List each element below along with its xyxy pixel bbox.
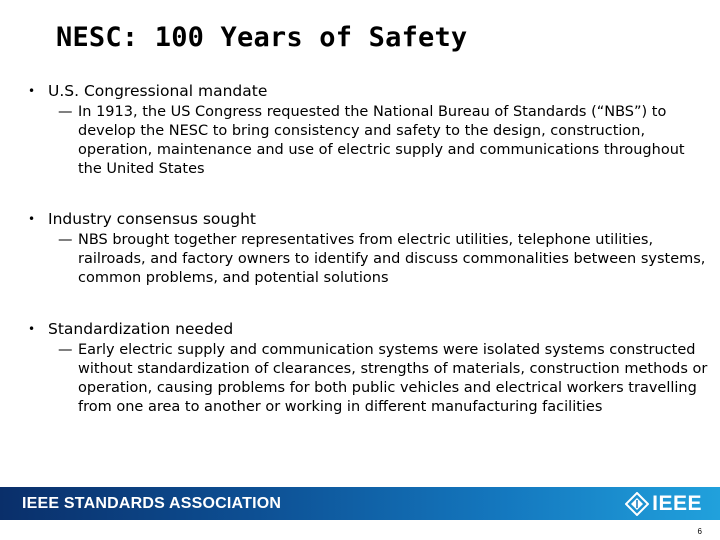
footer-association-name: IEEE STANDARDS ASSOCIATION <box>22 495 282 512</box>
ieee-diamond-icon <box>625 492 649 516</box>
bullet-detail: NBS brought together representatives from electric utilities, telephone utilities, railroads, and factory owners to identify and discuss commonalities between systems, common problems, and potential solutions <box>78 232 706 286</box>
bullet-detail: In 1913, the US Congress requested the National Bureau of Standards (“NBS”) to develop the NESC to bring consistency and safety to the design, construction, operation, maintenance and use of electric supply and communications throughout the United States <box>78 104 685 177</box>
bullet-marker: • <box>28 212 36 226</box>
bullet-marker: • <box>28 322 36 336</box>
ieee-logo <box>625 491 702 516</box>
slide-title: NESC: 100 Years of Safety <box>56 22 468 53</box>
bullet-list <box>28 82 708 415</box>
sub-bullet-marker: — <box>58 104 73 120</box>
bullet-heading: U.S. Congressional mandate <box>48 82 268 100</box>
sub-bullet-marker: — <box>58 232 73 248</box>
bullet-marker: • <box>28 84 36 98</box>
bullet-item <box>28 210 708 288</box>
bullet-item <box>28 320 708 417</box>
bullet-item <box>28 82 708 179</box>
footer-bar <box>0 487 720 520</box>
bullet-heading: Standardization needed <box>48 320 234 338</box>
logo-text: IEEE <box>652 491 702 515</box>
sub-bullet-marker: — <box>58 342 73 358</box>
bullet-heading: Industry consensus sought <box>48 210 256 228</box>
page-number: 6 <box>697 527 702 536</box>
bullet-detail: Early electric supply and communication systems were isolated systems constructed without standardization of clearances, strengths of materials, construction methods or operation, causing problems for both public vehicles and electrical workers travelling from one area to another or working in different manufacturing facilities <box>78 342 708 415</box>
